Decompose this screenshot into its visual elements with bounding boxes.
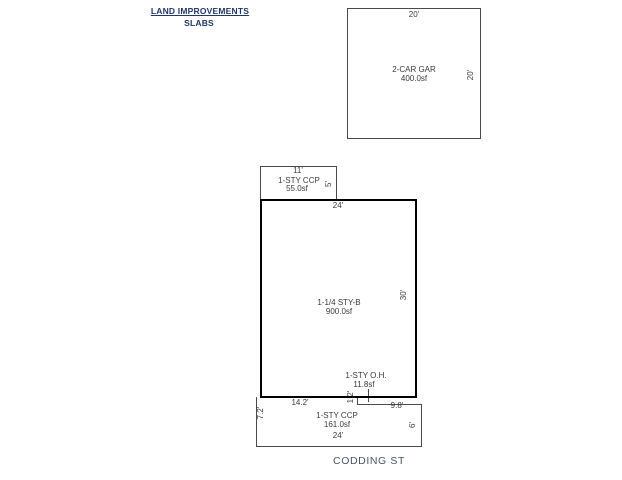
porch-bottom-right-edge (421, 404, 422, 447)
porch-top-dim-top: 11' (293, 166, 303, 175)
porch-top-dim-right: 5' (324, 181, 333, 187)
porch-bottom-label: 1-STY CCP (316, 411, 358, 420)
house-label: 1-1/4 STY-B (317, 298, 361, 307)
overhang-label: 1-STY O.H. (345, 371, 387, 380)
porch-bottom-bottom-edge (256, 446, 422, 447)
street-label: CODDING ST (333, 455, 405, 467)
overhang-bottom-edge (357, 404, 422, 405)
porch-bottom-dim-left: 7.2' (256, 406, 265, 420)
porch-bottom-left-edge (256, 397, 257, 447)
porch-bottom-dim-right: 6' (408, 422, 417, 428)
porch-top-label: 1-STY CCP (278, 176, 320, 185)
porch-bottom-dim-bottom: 24' (332, 431, 344, 440)
garage-area: 400.0sf (400, 74, 428, 83)
porch-bottom-area: 161.0sf (323, 420, 351, 429)
garage-dim-right: 20' (466, 69, 475, 81)
overhang-dim-height: 1.2' (346, 390, 355, 404)
porch-top-area: 55.0sf (286, 184, 308, 193)
garage-label: 2-CAR GAR (392, 65, 436, 74)
page-title: LAND IMPROVEMENTS (150, 6, 250, 16)
house-area: 900.0sf (325, 307, 353, 316)
house-dim-right: 30' (399, 289, 408, 301)
porch-bottom-dim-top-left: 14.2' (291, 398, 309, 407)
house-dim-top: 24' (332, 201, 344, 210)
garage-dim-top: 20' (408, 10, 420, 19)
overhang-dim-width: 9.8' (390, 401, 404, 410)
overhang-area: 11.8sf (353, 380, 375, 389)
page-subtitle: SLABS (184, 18, 214, 28)
